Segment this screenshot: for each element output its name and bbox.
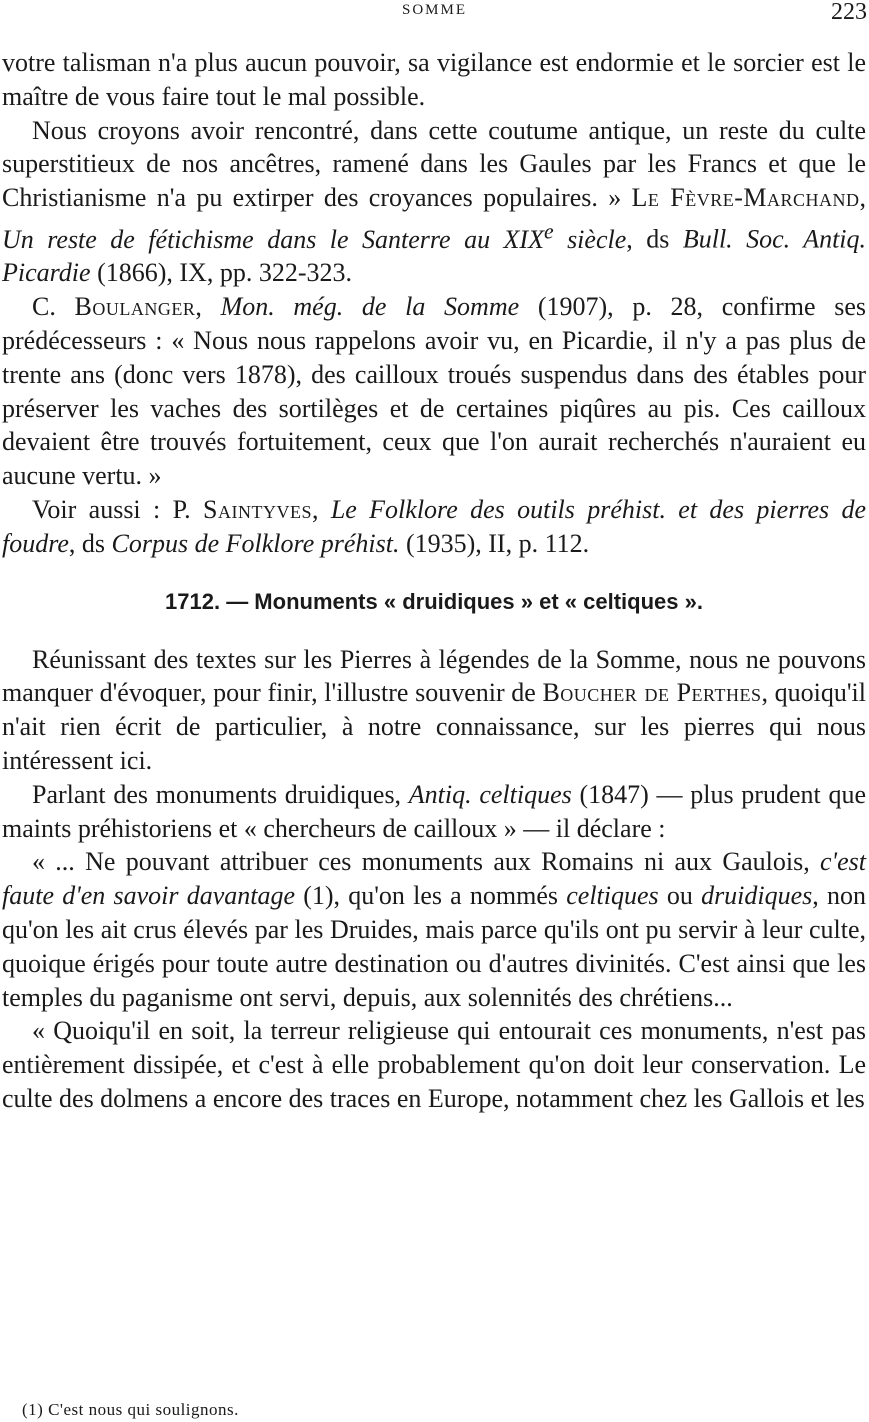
author-name: Boucher de Perthes bbox=[542, 678, 762, 708]
text: (1866), IX, pp. 322-323. bbox=[90, 258, 352, 288]
author-name: Boulanger bbox=[74, 292, 196, 322]
text: , bbox=[859, 183, 866, 213]
work-title: Un reste de fétichisme dans le Santerre au XIXe siècle bbox=[2, 218, 627, 254]
text: C. bbox=[32, 292, 75, 322]
running-title: SOMME bbox=[401, 2, 467, 18]
text: , ds bbox=[626, 224, 683, 254]
journal-title: Bull. Soc. Antiq. Picardie bbox=[2, 224, 867, 288]
paragraph-continuation: votre talisman n'a plus aucun pouvoir, sa vigilance est endormie et le sorcier est le maître de vous faire tout le mal possible. bbox=[2, 48, 866, 111]
emphasis: druidiques bbox=[701, 881, 813, 911]
text: , bbox=[195, 292, 221, 322]
text: ou bbox=[658, 881, 702, 911]
text: (1907), p. 28, confirme ses prédécesseurs : « Nous nous rappelons avoir vu, en Picardie, il n'y a pas plus de trente ans (donc vers 1878), des cailloux troués suspendus dans des étables pour préserver les vaches des sortilèges et de certaines piqûres au pis. Ces cailloux devaient être trouvés fortuitement, ceux que l'on aurait recherchés n'auraient eu aucune vertu. » bbox=[2, 292, 867, 491]
author-name: Saintyves bbox=[203, 495, 312, 525]
paragraph-conclusion bbox=[2, 114, 866, 291]
paragraph-quotation bbox=[2, 845, 866, 1014]
work-title: Le Folklore des outils préhist. et des pierres de foudre bbox=[2, 495, 867, 558]
superscript: e bbox=[543, 218, 554, 243]
text: , ds bbox=[68, 528, 112, 558]
footnote: (1) C'est nous qui soulignons. bbox=[22, 1400, 239, 1419]
work-title: Antiq. celtiques bbox=[408, 779, 572, 809]
text: , non qu'on les ait crus élevés par les Druides, mais parce qu'ils ont pu servir à leur culte, quoique érigés pour toute autre destination ou d'autres divinités. C'est ainsi que les temples du paganisme ont servi, depuis, aux solennités des chrétiens... bbox=[2, 881, 866, 1012]
paragraph-see-also bbox=[2, 493, 866, 561]
paragraph-parlant bbox=[2, 778, 866, 846]
text: (1847) — plus prudent que maints préhistoriens et « chercheurs de cailloux » — il déclare : bbox=[2, 779, 866, 843]
emphasis: c'est faute d'en savoir davantage bbox=[2, 847, 866, 911]
text: , bbox=[311, 495, 331, 525]
text: Parlant des monuments druidiques, bbox=[32, 779, 409, 809]
paragraph-boulanger bbox=[2, 290, 866, 493]
text: (1), qu'on les a nommés bbox=[295, 881, 567, 911]
section-heading: 1712. — Monuments « druidiques » et « celtiques ». bbox=[165, 588, 703, 614]
text: Nous croyons avoir rencontré, dans cette coutume antique, un reste du culte superstitieux de nos ancêtres, ramené dans les Gaules par les Francs et que le Christianisme n'a pu extirper des croyances populaires. » bbox=[2, 115, 866, 213]
work-title: Mon. még. de la Somme bbox=[220, 292, 520, 322]
paragraph-quotation-continued: « Quoiqu'il en soit, la terreur religieuse qui entourait ces monuments, n'est pas entièrement dissipée, et c'est à elle probablement qu'on doit leur conservation. Le culte des dolmens a encore des traces en Europe, notamment chez les Gallois et les bbox=[2, 1016, 866, 1113]
journal-title: Corpus de Folklore préhist. bbox=[111, 528, 400, 558]
body-text bbox=[2, 46, 866, 1116]
page-number: 223 bbox=[831, 0, 867, 25]
text: « ... Ne pouvant attribuer ces monuments aux Romains ni aux Gaulois, bbox=[32, 847, 821, 877]
paragraph-intro bbox=[2, 643, 866, 778]
text: , quoiqu'il n'ait rien écrit de particulier, à notre connaissance, sur les pierres qui nous intéressent ici. bbox=[2, 678, 866, 775]
text: Voir aussi : P. bbox=[32, 495, 204, 525]
text: Réunissant des textes sur les Pierres à légendes de la Somme, nous ne pouvons manquer d'évoquer, pour finir, l'illustre souvenir de bbox=[2, 644, 866, 708]
emphasis: celtiques bbox=[566, 881, 659, 911]
author-name: Le Fèvre-Marchand bbox=[631, 183, 860, 213]
text: (1935), II, p. 112. bbox=[399, 528, 590, 558]
running-head bbox=[0, 2, 869, 26]
